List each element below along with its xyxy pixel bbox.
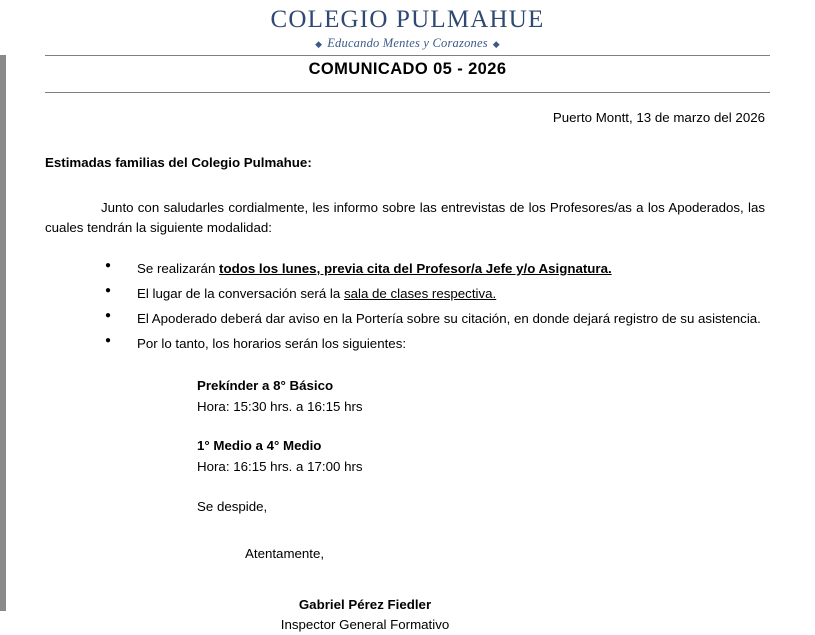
document-title: COMUNICADO 05 - 2026 [308, 60, 507, 78]
list-item-lead: El Apoderado deberá dar aviso en la Portería sobre su citación, en donde dejará registro de su asistencia. [137, 310, 761, 326]
diamond-icon: ◆ [492, 38, 500, 49]
left-margin-bar [0, 55, 6, 611]
signature-role: Inspector General Formativo [280, 617, 450, 633]
list-item [105, 309, 765, 329]
school-tagline [0, 36, 815, 51]
salutation: Estimadas familias del Colegio Pulmahue: [45, 155, 312, 171]
diamond-icon: ◆ [315, 38, 323, 49]
schedule-level: 1° Medio a 4° Medio [197, 438, 322, 454]
schedule-time: Hora: 16:15 hrs. a 17:00 hrs [197, 459, 363, 475]
list-item-lead: Por lo tanto, los horarios serán los siguientes: [137, 335, 407, 351]
list-item [105, 284, 765, 304]
bullet-list [45, 259, 765, 354]
list-item-lead: Se realizarán [137, 260, 220, 276]
list-item [105, 334, 765, 354]
regards-text: Atentamente, [245, 545, 325, 561]
list-item-emphasis: sala de clases respectiva. [343, 285, 497, 301]
signature-block [45, 595, 765, 635]
list-item-lead: El lugar de la conversación será la [137, 285, 344, 301]
intro-paragraph: Junto con saludarles cordialmente, les informo sobre las entrevistas de los Profesores/as a los Apoderados, las cuales tendrán la siguiente modalidad: [45, 199, 765, 236]
header-divider [45, 55, 770, 56]
signature-name: Gabriel Pérez Fiedler [298, 597, 432, 613]
list-item-emphasis: todos los lunes, previa cita del Profesor/a Jefe y/o Asignatura. [219, 260, 612, 276]
farewell-text: Se despide, [197, 498, 268, 514]
school-logo [0, 0, 815, 51]
school-tagline-text: Educando Mentes y Corazones [327, 36, 488, 50]
place-and-date: Puerto Montt, 13 de marzo del 2026 [552, 110, 765, 125]
title-divider [45, 92, 770, 93]
list-item [105, 259, 765, 279]
schedule-level: Prekínder a 8° Básico [197, 377, 334, 393]
school-name: COLEGIO PULMAHUE [270, 6, 545, 33]
document-body [45, 100, 765, 635]
schedule-block [45, 376, 765, 477]
schedule-time: Hora: 15:30 hrs. a 16:15 hrs [197, 398, 363, 414]
